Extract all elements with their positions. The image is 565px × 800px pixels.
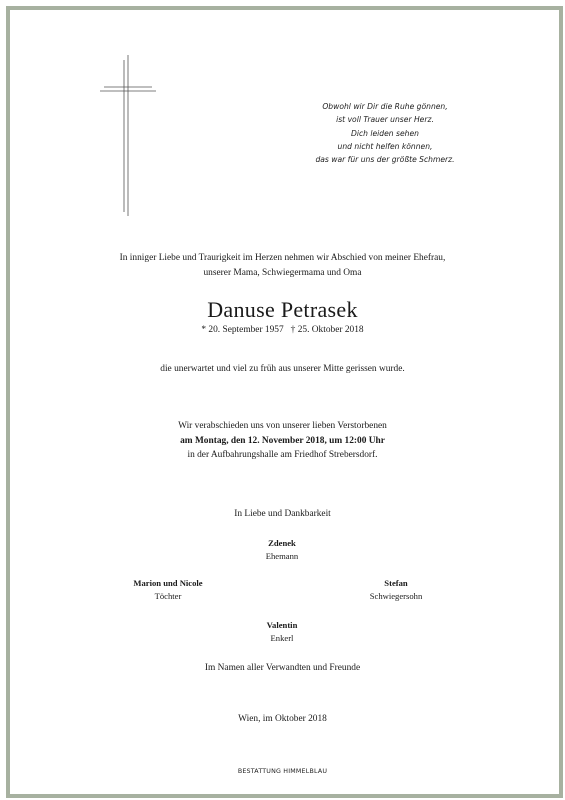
place-date: Wien, im Oktober 2018 — [238, 714, 327, 724]
intro-text — [0, 251, 565, 280]
birth-date: * 20. September 1957 — [201, 325, 284, 335]
mourner-role: Schwiegersohn — [369, 591, 423, 601]
mourner-name: Marion und Nicole — [133, 578, 203, 588]
poem-line: und nicht helfen können, — [337, 141, 433, 151]
deceased-name: Danuse Petrasek — [207, 297, 358, 322]
mourner-name: Zdenek — [268, 538, 296, 548]
intro-line: unserer Mama, Schwiegermama und Oma — [203, 267, 362, 278]
farewell-date: am Montag, den 12. November 2018, um 12:00 Uhr — [180, 435, 385, 446]
mourner-role: Ehemann — [265, 551, 299, 561]
poem-line: Obwohl wir Dir die Ruhe gönnen, — [322, 102, 448, 111]
death-date: † 25. Oktober 2018 — [290, 325, 364, 335]
mourner-role: Töchter — [154, 591, 182, 601]
mourner-role: Enkerl — [270, 633, 294, 643]
intro-line: In inniger Liebe und Traurigkeit im Herzen nehmen wir Abschied von meiner Ehefrau, — [119, 253, 446, 263]
farewell-text — [0, 419, 565, 463]
poem — [285, 100, 485, 166]
poem-line: ist voll Trauer unser Herz. — [336, 115, 434, 125]
mourner-stefan — [296, 577, 496, 603]
life-dates — [0, 325, 565, 335]
poem-line: das war für uns der größte Schmerz. — [315, 155, 455, 165]
mourner-name: Stefan — [384, 578, 408, 588]
relatives-text: Im Namen aller Verwandten und Freunde — [204, 663, 361, 673]
mourner-valentin — [182, 619, 382, 645]
farewell-line: Wir verabschieden uns von unserer lieben Verstorbenen — [178, 421, 387, 431]
company-name: BESTATTUNG HIMMELBLAU — [237, 768, 328, 775]
poem-line: Dich leiden sehen — [351, 128, 419, 138]
farewell-location: in der Aufbahrungshalle am Friedhof Strebersdorf. — [187, 450, 378, 461]
mourner-marion-nicole — [68, 577, 268, 603]
phrase-text: die unerwartet und viel zu früh aus unserer Mitte gerissen wurde. — [160, 364, 405, 374]
signoff-text: In Liebe und Dankbarkeit — [234, 509, 331, 519]
mourner-zdenek — [182, 537, 382, 563]
mourner-name: Valentin — [266, 620, 298, 630]
